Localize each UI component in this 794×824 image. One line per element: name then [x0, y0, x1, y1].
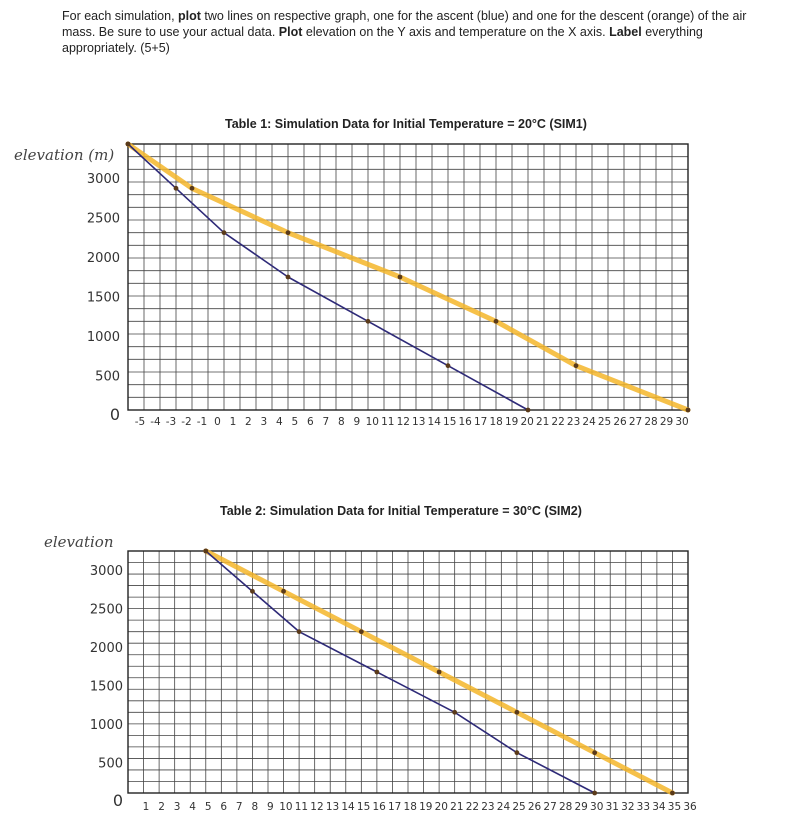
x-tick-label: 15 [356, 801, 371, 813]
ascent-point [222, 230, 227, 235]
x-tick-label: 11 [381, 416, 395, 428]
x-tick-label: 28 [644, 416, 658, 428]
x-tick-label: -5 [134, 416, 146, 428]
ascent-point [526, 408, 531, 413]
x-tick-label: 30 [590, 801, 604, 813]
x-tick-label: 10 [365, 416, 379, 428]
x-tick-label: 12 [396, 416, 410, 428]
x-tick-label: 20 [434, 801, 449, 813]
chart-1-title: Table 1: Simulation Data for Initial Temperature = 20°C (SIM1) [225, 117, 587, 131]
x-tick-label: 34 [652, 801, 666, 813]
descent-point [592, 750, 597, 755]
x-tick-label: 8 [337, 416, 345, 428]
x-tick-label: 29 [659, 416, 674, 428]
descent-point [398, 275, 403, 280]
ascent-point [592, 791, 597, 796]
chart-1-ylabel: elevation (m) [14, 146, 115, 164]
x-tick-label: 24 [582, 416, 596, 428]
x-tick-label: 13 [325, 801, 340, 813]
x-tick-label: 18 [403, 801, 417, 813]
ascent-point [286, 275, 291, 280]
y-tick-label: 1000 [89, 718, 123, 733]
x-tick-label: 26 [527, 801, 542, 813]
x-tick-label: 21 [450, 801, 464, 813]
x-tick-label: 2 [158, 801, 165, 813]
x-tick-label: 5 [204, 801, 212, 813]
x-tick-label: 2 [245, 416, 252, 428]
descent-point [281, 589, 286, 594]
x-tick-label: 6 [306, 416, 314, 428]
x-tick-label: 4 [189, 801, 196, 813]
x-tick-label: 22 [551, 416, 565, 428]
y-tick-label: 500 [95, 369, 120, 385]
x-tick-label: 7 [322, 416, 330, 428]
descent-point [359, 629, 364, 634]
y-tick-label: 2500 [89, 602, 123, 618]
x-tick-label: 3 [173, 801, 181, 813]
descent-point [494, 319, 499, 324]
x-tick-label: -4 [150, 416, 161, 428]
x-tick-label: 16 [458, 416, 472, 428]
x-tick-label: 17 [387, 801, 402, 813]
ascent-point [297, 629, 302, 634]
descent-point [574, 363, 579, 368]
x-tick-label: 24 [496, 801, 511, 813]
chart-2-ylabel: elevation [44, 533, 114, 551]
x-tick-label: 14 [427, 416, 441, 428]
x-tick-label: 32 [621, 801, 635, 813]
y-tick-label: 3000 [89, 564, 123, 579]
instructions: For each simulation, plot two lines on respective graph, one for the ascent (blue) and one for the descent (orange) of the air mass. Be sure to use your actual data. Plot elevation on the Y axis and temperature on the X axis. Label everything appropriately. (5+5) [62, 9, 747, 55]
x-tick-label: 23 [566, 416, 581, 428]
x-tick-label: 14 [341, 801, 355, 813]
x-tick-label: 27 [543, 801, 557, 813]
plot-border [128, 144, 688, 410]
descent-point [670, 791, 675, 796]
descent-point [686, 408, 691, 413]
x-tick-label: 18 [489, 416, 503, 428]
x-tick-label: 25 [512, 801, 526, 813]
x-tick-label: 25 [597, 416, 612, 428]
y-tick-label: 0 [112, 791, 123, 810]
ascent-point [174, 186, 179, 191]
x-tick-label: 29 [574, 801, 588, 813]
x-tick-label: 21 [535, 416, 550, 428]
ascent-point [366, 319, 371, 324]
y-tick-label: 2000 [89, 641, 123, 656]
ascent-point [203, 549, 208, 554]
series-descent-line [128, 144, 688, 410]
x-tick-label: 15 [443, 416, 457, 428]
x-tick-label: 17 [473, 416, 488, 428]
x-tick-label: -2 [181, 416, 192, 428]
x-tick-label: 22 [465, 801, 480, 813]
ascent-point [250, 589, 255, 594]
x-tick-label: 19 [504, 416, 519, 428]
x-tick-label: 10 [279, 801, 293, 813]
x-tick-label: 20 [520, 416, 534, 428]
x-tick-label: 13 [412, 416, 426, 428]
y-tick-label: 2500 [86, 211, 120, 227]
y-tick-label: 500 [98, 756, 123, 772]
x-tick-label: 28 [558, 801, 573, 813]
x-tick-label: 9 [353, 416, 361, 428]
descent-point [437, 670, 442, 675]
descent-point [286, 230, 291, 235]
ascent-point [126, 142, 131, 147]
y-tick-label: 1500 [89, 679, 123, 695]
x-tick-label: 8 [251, 801, 259, 813]
descent-point [190, 186, 195, 191]
ascent-point [374, 670, 379, 675]
x-tick-label: 26 [613, 416, 627, 428]
x-tick-label: 31 [605, 801, 619, 813]
x-tick-label: 23 [481, 801, 495, 813]
x-tick-label: 6 [220, 801, 228, 813]
x-tick-label: 11 [294, 801, 309, 813]
x-tick-label: 30 [675, 416, 689, 428]
x-tick-label: 3 [260, 416, 268, 428]
x-tick-label: 7 [235, 801, 243, 813]
ascent-point [452, 710, 457, 715]
x-tick-label: 1 [142, 801, 150, 813]
y-tick-label: 3000 [86, 172, 120, 187]
descent-point [514, 710, 519, 715]
y-tick-label: 1500 [86, 290, 120, 306]
y-tick-label: 0 [109, 405, 120, 424]
chart-2-title: Table 2: Simulation Data for Initial Temperature = 30°C (SIM2) [220, 504, 582, 518]
series-ascent-line [206, 551, 595, 793]
y-tick-label: 1000 [86, 330, 120, 345]
x-tick-label: 5 [291, 416, 299, 428]
x-tick-label: 36 [683, 801, 697, 813]
x-tick-label: 1 [229, 416, 237, 428]
x-tick-label: 19 [419, 801, 433, 813]
ascent-point [514, 750, 519, 755]
y-tick-label: 2000 [86, 251, 120, 266]
x-tick-label: 35 [667, 801, 682, 813]
x-tick-label: 12 [310, 801, 324, 813]
x-tick-label: 9 [266, 801, 274, 813]
x-tick-label: 33 [636, 801, 651, 813]
x-tick-label: -1 [196, 416, 208, 428]
x-tick-label: -3 [165, 416, 177, 428]
ascent-point [446, 363, 451, 368]
x-tick-label: 16 [372, 801, 386, 813]
x-tick-label: 0 [214, 416, 221, 428]
x-tick-label: 4 [276, 416, 283, 428]
x-tick-label: 27 [628, 416, 643, 428]
